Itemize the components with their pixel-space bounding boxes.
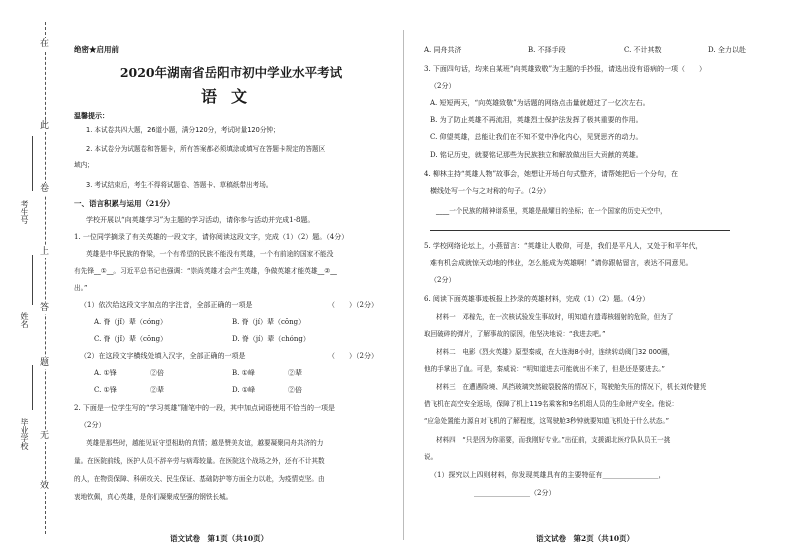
tip-line: 域内； <box>74 161 94 169</box>
binding-char: 上 <box>40 247 50 257</box>
option-a[interactable]: A. 短短两天，“向英雄致敬”为话题的网络点击量就超过了一亿次左右。 <box>430 99 650 107</box>
option-c[interactable]: C. ①锋 <box>94 386 117 394</box>
page-footer: 语文试卷 第2页（共10页） <box>536 534 635 543</box>
material-1: 取回破碎的弹片，了解事故的原因，他坚决地说：“我进去吧。” <box>424 330 606 338</box>
material-2: 他的手掌出了血。可是，秦威说：“明知道进去可能就出不来了，但是还是要进去。” <box>424 365 665 373</box>
question-6-1-blank[interactable]: ________________（2分） <box>474 489 556 497</box>
question-5: （2分） <box>430 276 456 284</box>
binding-char: 此 <box>40 121 50 131</box>
question-2: 2. 下面是一位学生写的“学习英雄”随笔中的一段，其中加点词语使用不恰当的一项是 <box>74 404 336 412</box>
option-c[interactable]: C. 脊（jǐ）辈（cōng） <box>94 335 168 343</box>
binding-char: 无 <box>40 431 50 441</box>
binding-margin <box>0 0 58 560</box>
option-c[interactable]: C. 仰望英雄，总能让我们在不知不觉中净化内心，见贤思齐的动力。 <box>430 133 643 141</box>
question-1-2: （2）在这段文字横线处填入汉字，全部正确的一项是 <box>80 352 246 360</box>
secret-label: 绝密★启用前 <box>74 45 119 54</box>
option-d[interactable]: D. 铭记历史，就要铭记那些为民族独立和解放做出巨大贡献的英雄。 <box>430 151 643 159</box>
binding-char: 答 <box>40 303 50 313</box>
option-b[interactable]: B. 为了防止英雄不再流泪，英雄烈士保护法发挥了极其重要的作用。 <box>430 116 643 124</box>
binding-char: 在 <box>40 39 50 49</box>
student-number-label: 考生号 <box>20 200 29 224</box>
material-4: 说。 <box>424 453 438 461</box>
question-2-passage: 的人，在物资保障、科研攻关、民生保证、基础防护等方面全力以赴，为疫情克坚。由 <box>74 475 325 483</box>
option-a[interactable]: A. ①锋 <box>94 369 117 377</box>
student-number-blank[interactable] <box>32 136 33 191</box>
name-label: 姓名 <box>20 312 29 328</box>
option-b[interactable]: B. ①峰 <box>232 369 255 377</box>
question-1-passage: 出。” <box>74 284 88 292</box>
question-2-passage: 量。在医院前线，医护人员不辞辛劳与病毒较量。在医院这个战场之外，还有不计其数 <box>74 457 325 465</box>
question-5: 5. 学校网络论坛上，小燕留言：“英雄让人敬仰，可是，我们是平凡人，又处于和平年代， <box>424 242 703 250</box>
question-6: 6. 阅读下面英雄事迹板报上抄录的英雄材料，完成（1）（2）题。（4分） <box>424 295 650 303</box>
binding-char: 题 <box>40 358 50 368</box>
question-6-1[interactable]: （1）探究以上四则材料，你发现英雄具有的主要特征有________________， <box>430 471 666 479</box>
question-1-passage: 有先锋__①__。习近平总书记也强调：“崇尚英雄才会产生英雄，争做英雄才能英雄__②__ <box>74 267 337 275</box>
question-2-passage: 衷地钦佩，真心英雄，是你们凝聚成坚强的钢铁长城。 <box>74 493 233 501</box>
material-3: 借飞机在高空安全返场，保障了机上119名乘客和9名机组人员的生命财产安全。他说： <box>424 400 679 408</box>
question-5: 难有机会成就惊天动地的伟业，怎么能成为英雄啊！”请你跟帖留言，表达不同意见。 <box>430 259 693 267</box>
question-4: 4. 柳林主持“英雄人物”故事会，她想让开场白句式整齐，请帮她把后一个分句，在 <box>424 170 679 178</box>
page-divider <box>403 30 404 540</box>
tip-line: 2. 本试卷分为试题卷和答题卡，所有答案都必须填涂或填写在答题卡规定的答题区 <box>86 145 326 153</box>
exam-title: 2020年湖南省岳阳市初中学业水平考试 <box>119 65 343 80</box>
question-3-score: （2分） <box>430 82 456 90</box>
material-2: 材料二 电影《烈火英雄》原型秦威，在大连海8小时，连续转动阀门32 000圈， <box>436 348 675 356</box>
question-4: 横线处写一个与之对称的句子。（2分） <box>430 187 550 195</box>
answer-blank[interactable]: （ ）（2分） <box>328 301 378 309</box>
school-label: 毕业学校 <box>20 418 29 450</box>
activity-intro: 学校开展以“向英雄学习”为主题的学习活动，请你参与活动并完成1-8题。 <box>86 216 315 224</box>
tip-line: 3. 考试结束后，考生不得将试题卷、答题卡、草稿纸带出考场。 <box>86 181 273 189</box>
binding-char: 卷 <box>40 184 50 194</box>
option-d[interactable]: D. 脊（jí）辈（chóng） <box>232 335 310 343</box>
question-4-passage: ____一个民族的精神谱系里，英雄是最耀目的坐标；在一个国家的历史天空中， <box>436 207 667 215</box>
option-a-second: ②倍 <box>150 369 164 377</box>
material-3: “应急处置能力源自对飞机的了解程度，这驾驶舱3秒钟就要知道飞机处于什么状态。” <box>424 417 670 425</box>
question-1-passage: 英雄是中华民族的脊梁，一个有希望的民族不能没有英雄，一个有前途的国家不能没 <box>86 250 334 258</box>
question-1: 1. 一位同学摘录了有关英雄的一段文字，请你阅读这段文字，完成（1）（2）题。（4分） <box>74 233 349 241</box>
tip-line: 1. 本试卷共四大题，26道小题，满分120分，考试时量120分钟； <box>86 126 280 134</box>
material-4: 材料四 “只是因为你需要，而我刚好专业。”出征前，支援湖北医疗队队员王一挑 <box>436 436 671 444</box>
option-a[interactable]: A. 同舟共济 <box>424 46 462 54</box>
exam-page-2 <box>416 0 776 560</box>
question-2-passage: 英雄是那些时，越能见证守望相助的真情；越是赞美友谊，越要凝聚同舟共济的力 <box>86 439 324 447</box>
option-c[interactable]: C. 不计其数 <box>624 46 662 54</box>
question-1-1: （1）依次给这段文字加点的字注音，全部正确的一项是 <box>80 301 253 309</box>
page-footer: 语文试卷 第1页（共10页） <box>170 534 269 543</box>
binding-dashed-line <box>45 22 46 534</box>
option-b[interactable]: B. 不择手段 <box>528 46 566 54</box>
question-3: 3. 下面四句话，均来自某班“向英雄致敬”为主题的手抄报，请选出没有语病的一项（ ） <box>424 65 707 73</box>
subject-title: 语文 <box>200 87 261 106</box>
binding-char: 效 <box>40 481 50 491</box>
material-1: 材料一 邓稼先，在一次核试验发生事故时，明知道有遗毒核辐射的危险，但为了 <box>436 313 674 321</box>
option-d[interactable]: D. ①峰 <box>232 386 256 394</box>
name-blank[interactable] <box>32 255 33 305</box>
option-d-second: ②倍 <box>288 386 302 394</box>
material-3: 材料三 在遭遇险境、风挡玻璃突然破裂脱落的情况下，驾驶舱失压的情况下，机长刘传健凭 <box>436 383 707 391</box>
option-d[interactable]: D. 全力以赴 <box>708 46 746 54</box>
exam-page-1 <box>70 0 392 560</box>
tips-title: 温馨提示： <box>74 111 109 120</box>
answer-line[interactable] <box>430 222 730 231</box>
school-blank[interactable] <box>32 365 33 410</box>
option-a[interactable]: A. 脊（jǐ）辈（cóng） <box>94 318 168 326</box>
question-2-score: （2分） <box>80 421 106 429</box>
option-b-second: ②辈 <box>288 369 302 377</box>
section-heading: 一、语言积累与运用（21分） <box>74 199 175 208</box>
answer-blank[interactable]: （ ）（2分） <box>328 352 378 360</box>
option-b[interactable]: B. 脊（jí）辈（cōng） <box>232 318 306 326</box>
option-c-second: ②辈 <box>150 386 164 394</box>
